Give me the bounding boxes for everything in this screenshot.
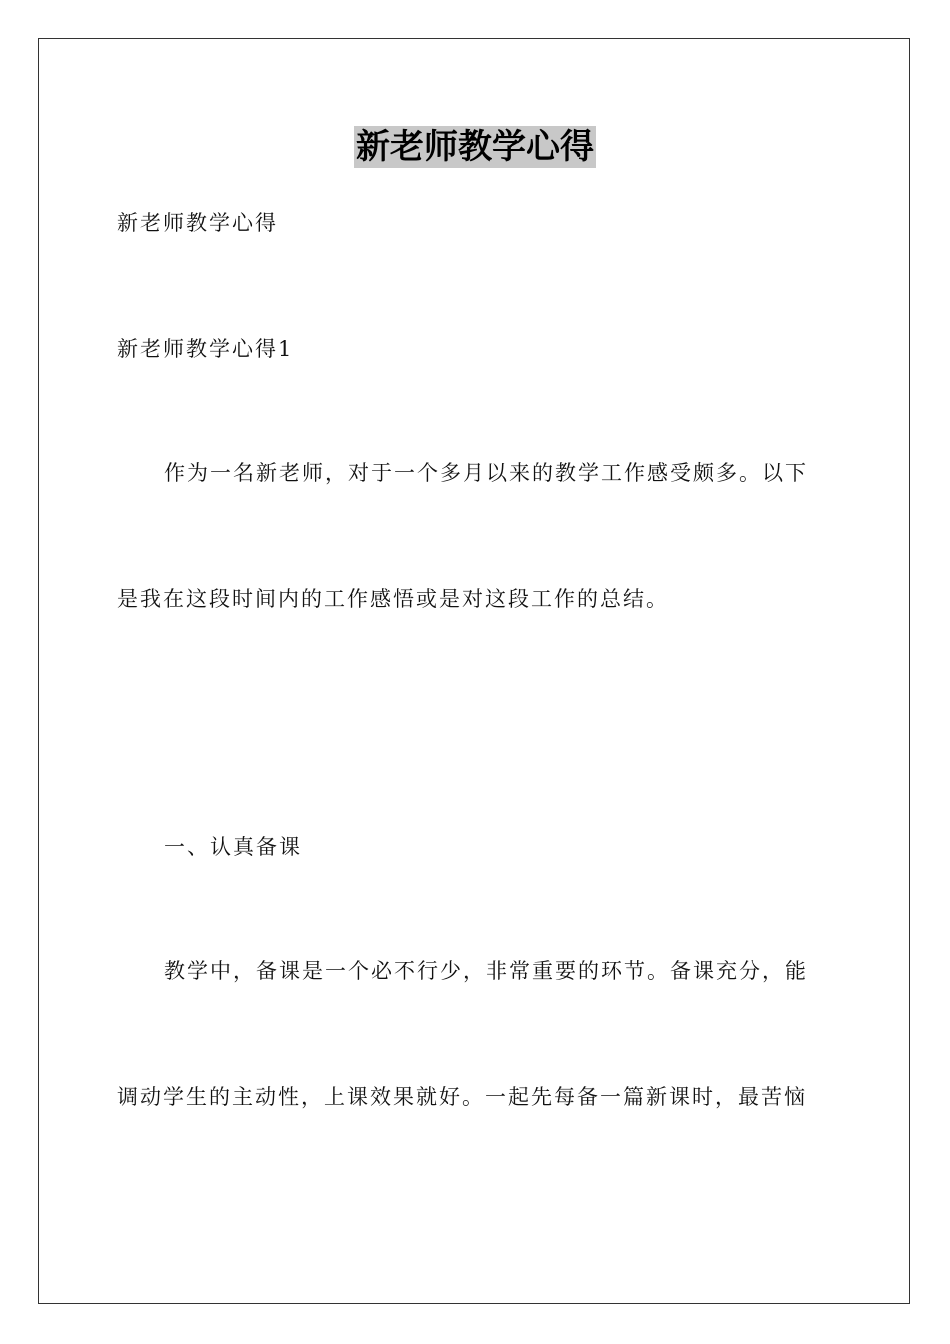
subtitle-line: 新老师教学心得 xyxy=(117,211,278,235)
paragraph-line: 作为一名新老师，对于一个多月以来的教学工作感受颇多。以下 xyxy=(164,461,808,485)
subheading-line: 一、认真备课 xyxy=(164,835,302,859)
paragraph-line: 调动学生的主动性，上课效果就好。一起先每备一篇新课时，最苦恼 xyxy=(117,1085,807,1109)
title-container xyxy=(0,126,950,168)
document-title: 新老师教学心得 xyxy=(356,127,594,167)
paragraph-line: 是我在这段时间内的工作感悟或是对这段工作的总结。 xyxy=(117,587,669,611)
section-heading-1: 新老师教学心得1 xyxy=(117,337,294,361)
paragraph-line: 教学中，备课是一个必不行少，非常重要的环节。备课充分，能 xyxy=(164,959,808,983)
